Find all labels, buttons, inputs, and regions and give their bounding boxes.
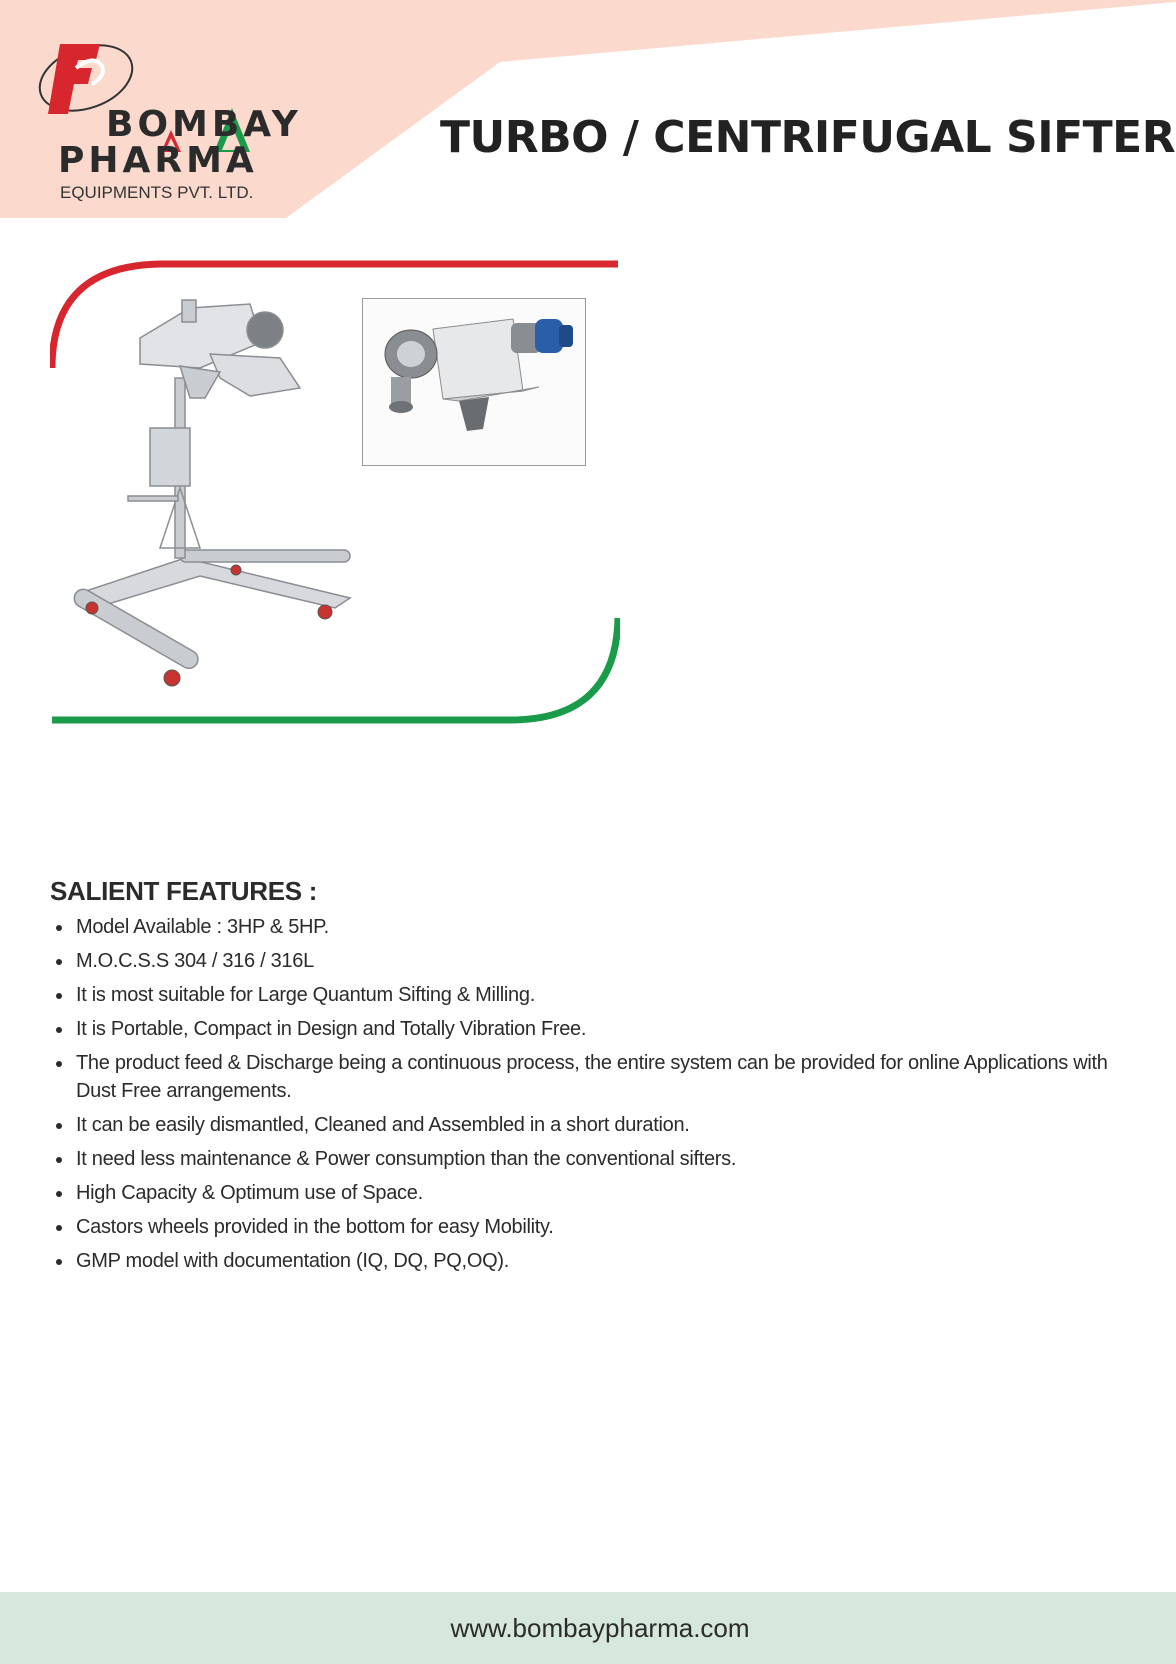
logo-tagline: EQUIPMENTS PVT. LTD. [60, 183, 254, 202]
feature-item: Castors wheels provided in the bottom for easy Mobility. [50, 1213, 1130, 1241]
logo-wordmark-line1: BOMBAY [106, 104, 302, 145]
feature-item: Model Available : 3HP & 5HP. [50, 913, 1130, 941]
logo-wordmark-line2: PHARMA [58, 140, 258, 181]
feature-item: M.O.C.S.S 304 / 316 / 316L [50, 947, 1130, 975]
features-heading: SALIENT FEATURES : [50, 876, 318, 906]
feature-item: It need less maintenance & Power consumption than the conventional sifters. [50, 1145, 1130, 1173]
features-list [50, 913, 1130, 1275]
page-title: TURBO / CENTRIFUGAL SIFTER [440, 112, 1176, 163]
feature-item: It can be easily dismantled, Cleaned and Assembled in a short duration. [50, 1111, 1130, 1139]
feature-item: The product feed & Discharge being a continuous process, the entire system can be provided for online Applications with Dust Free arrangements. [50, 1049, 1130, 1105]
footer-band [0, 1592, 1176, 1664]
company-logo [38, 38, 302, 208]
inset-photo [362, 298, 586, 466]
feature-item: It is most suitable for Large Quantum Sifting & Milling. [50, 981, 1130, 1009]
sifter-machine-image [71, 300, 350, 672]
salient-features-section [50, 876, 1130, 1281]
website-link[interactable]: www.bombaypharma.com [450, 1612, 750, 1643]
feature-item: GMP model with documentation (IQ, DQ, PQ,OQ). [50, 1247, 1130, 1275]
feature-item: It is Portable, Compact in Design and Totally Vibration Free. [50, 1015, 1130, 1043]
sifter-unit-image [363, 299, 584, 464]
feature-item: High Capacity & Optimum use of Space. [50, 1179, 1130, 1207]
